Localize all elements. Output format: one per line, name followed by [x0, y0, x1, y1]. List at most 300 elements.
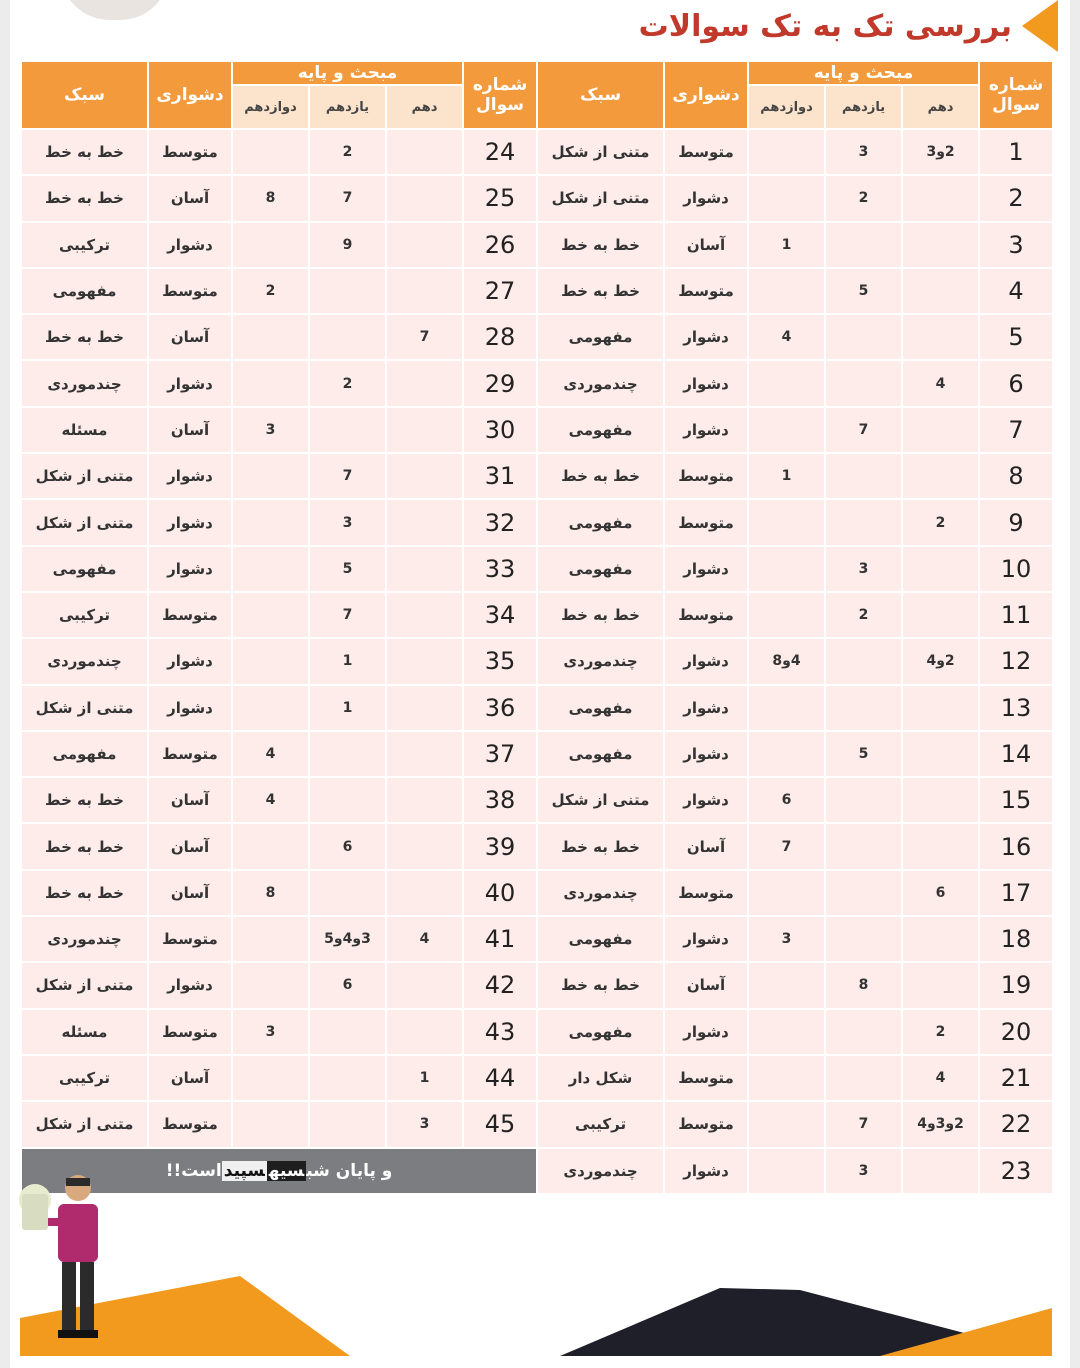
style-cell: مفهومی: [22, 732, 147, 776]
header-style: سبک: [538, 62, 663, 128]
difficulty-cell: متوسط: [149, 269, 231, 313]
question-number: 38: [464, 778, 536, 822]
grade10-cell: [903, 963, 978, 1007]
difficulty-cell: دشوار: [665, 361, 747, 405]
table-row: [22, 223, 1052, 267]
difficulty-cell: دشوار: [149, 547, 231, 591]
style-cell: چندموردی: [538, 871, 663, 915]
table-row: [22, 963, 1052, 1007]
grade12-cell: [233, 547, 308, 591]
grade12-cell: [233, 223, 308, 267]
grade12-cell: [749, 500, 824, 544]
grade11-cell: 1: [310, 639, 385, 683]
style-cell: متنی از شکل: [22, 454, 147, 498]
table-row: [22, 547, 1052, 591]
grade10-cell: 2: [903, 500, 978, 544]
questions-table: [20, 60, 1054, 1195]
table-row: [22, 917, 1052, 961]
header-grade10: دهم: [903, 86, 978, 128]
grade11-cell: 2: [310, 361, 385, 405]
grade12-cell: 6: [749, 778, 824, 822]
grade10-cell: 2و3: [903, 130, 978, 174]
grade12-cell: [233, 917, 308, 961]
table-row: [22, 871, 1052, 915]
grade10-cell: [387, 871, 462, 915]
grade10-cell: [903, 824, 978, 868]
question-number: 27: [464, 269, 536, 313]
question-number: 44: [464, 1056, 536, 1100]
grade11-cell: [310, 732, 385, 776]
question-number: 28: [464, 315, 536, 359]
grade12-cell: [749, 732, 824, 776]
header-topic-group: مبحث و پایه: [749, 62, 978, 84]
difficulty-cell: دشوار: [665, 778, 747, 822]
question-number: 35: [464, 639, 536, 683]
difficulty-cell: دشوار: [665, 408, 747, 452]
grade10-cell: [903, 917, 978, 961]
style-cell: مفهومی: [538, 408, 663, 452]
style-cell: خط به خط: [22, 824, 147, 868]
ending-black-word: سیه: [268, 1160, 305, 1181]
grade12-cell: [233, 130, 308, 174]
difficulty-cell: دشوار: [149, 639, 231, 683]
header-grade12: دوازدهم: [749, 86, 824, 128]
question-number: 26: [464, 223, 536, 267]
question-number: 23: [980, 1149, 1052, 1193]
style-cell: مسئله: [22, 408, 147, 452]
question-number: 37: [464, 732, 536, 776]
grade10-cell: [387, 963, 462, 1007]
grade12-cell: [749, 963, 824, 1007]
question-number: 22: [980, 1102, 1052, 1146]
style-cell: متنی از شکل: [22, 686, 147, 730]
grade12-cell: 4: [233, 732, 308, 776]
style-cell: مفهومی: [538, 547, 663, 591]
grade10-cell: [387, 500, 462, 544]
grade12-cell: [233, 639, 308, 683]
table-row: [22, 778, 1052, 822]
difficulty-cell: متوسط: [665, 500, 747, 544]
style-cell: خط به خط: [538, 824, 663, 868]
grade12-cell: 7: [749, 824, 824, 868]
difficulty-cell: متوسط: [149, 917, 231, 961]
question-number: 13: [980, 686, 1052, 730]
question-number: 25: [464, 176, 536, 220]
difficulty-cell: دشوار: [665, 639, 747, 683]
style-cell: متنی از شکل: [538, 176, 663, 220]
grade10-cell: [903, 1149, 978, 1193]
style-cell: مفهومی: [538, 917, 663, 961]
style-cell: خط به خط: [538, 963, 663, 1007]
style-cell: مفهومی: [538, 732, 663, 776]
table-row: [22, 639, 1052, 683]
grade11-cell: [310, 1102, 385, 1146]
grade10-cell: 4: [903, 361, 978, 405]
difficulty-cell: دشوار: [149, 500, 231, 544]
grade10-cell: [903, 686, 978, 730]
difficulty-cell: آسان: [149, 176, 231, 220]
ending-white-word: سپید: [223, 1160, 265, 1181]
table-row: [22, 269, 1052, 313]
style-cell: چندموردی: [538, 639, 663, 683]
grade12-cell: 1: [749, 454, 824, 498]
grade12-cell: [233, 500, 308, 544]
grade11-cell: [310, 315, 385, 359]
grade11-cell: 3و4و5: [310, 917, 385, 961]
question-number: 18: [980, 917, 1052, 961]
style-cell: خط به خط: [538, 454, 663, 498]
grade12-cell: [233, 1056, 308, 1100]
question-number: 12: [980, 639, 1052, 683]
grade11-cell: 2: [310, 130, 385, 174]
grade12-cell: [233, 315, 308, 359]
style-cell: خط به خط: [22, 315, 147, 359]
grade10-cell: 1: [387, 1056, 462, 1100]
grade11-cell: 3: [826, 1149, 901, 1193]
question-number: 6: [980, 361, 1052, 405]
grade11-cell: [826, 315, 901, 359]
question-number: 39: [464, 824, 536, 868]
grade11-cell: 2: [826, 176, 901, 220]
difficulty-cell: دشوار: [665, 1010, 747, 1054]
difficulty-cell: دشوار: [149, 686, 231, 730]
question-number: 14: [980, 732, 1052, 776]
difficulty-cell: دشوار: [665, 686, 747, 730]
grade11-cell: 7: [310, 593, 385, 637]
difficulty-cell: آسان: [149, 1056, 231, 1100]
grade10-cell: [387, 408, 462, 452]
grade11-cell: 3: [826, 130, 901, 174]
style-cell: خط به خط: [538, 269, 663, 313]
style-cell: چندموردی: [22, 361, 147, 405]
grade11-cell: [826, 917, 901, 961]
difficulty-cell: آسان: [149, 408, 231, 452]
difficulty-cell: متوسط: [665, 871, 747, 915]
grade11-cell: [826, 1010, 901, 1054]
grade11-cell: [826, 824, 901, 868]
difficulty-cell: متوسط: [149, 1102, 231, 1146]
grade12-cell: [749, 361, 824, 405]
grade10-cell: 3: [387, 1102, 462, 1146]
grade12-cell: 4و8: [749, 639, 824, 683]
grade12-cell: 4: [233, 778, 308, 822]
grade10-cell: [903, 223, 978, 267]
grade12-cell: [233, 593, 308, 637]
grade10-cell: 2و3و4: [903, 1102, 978, 1146]
grade11-cell: [310, 1010, 385, 1054]
question-number: 11: [980, 593, 1052, 637]
table-row: [22, 454, 1052, 498]
grade12-cell: [233, 963, 308, 1007]
grade10-cell: [387, 361, 462, 405]
grade10-cell: [387, 130, 462, 174]
style-cell: چندموردی: [22, 917, 147, 961]
grade10-cell: [903, 454, 978, 498]
grade12-cell: 8: [233, 871, 308, 915]
grade12-cell: [749, 547, 824, 591]
question-number: 2: [980, 176, 1052, 220]
grade11-cell: 7: [310, 454, 385, 498]
grade12-cell: [749, 1056, 824, 1100]
style-cell: چندموردی: [538, 1149, 663, 1193]
style-cell: چندموردی: [22, 639, 147, 683]
header-style: سبک: [22, 62, 147, 128]
grade11-cell: 6: [310, 963, 385, 1007]
grade11-cell: 7: [826, 408, 901, 452]
grade12-cell: [233, 454, 308, 498]
difficulty-cell: آسان: [149, 778, 231, 822]
table-row: [22, 1010, 1052, 1054]
difficulty-cell: آسان: [665, 223, 747, 267]
question-number: 41: [464, 917, 536, 961]
table-row: [22, 1102, 1052, 1146]
grade10-cell: [387, 686, 462, 730]
question-number: 24: [464, 130, 536, 174]
difficulty-cell: دشوار: [149, 963, 231, 1007]
header-grade11: یازدهم: [826, 86, 901, 128]
table-row: [22, 593, 1052, 637]
header-grade10: دهم: [387, 86, 462, 128]
style-cell: خط به خط: [22, 176, 147, 220]
grade11-cell: [310, 871, 385, 915]
difficulty-cell: آسان: [149, 824, 231, 868]
difficulty-cell: دشوار: [149, 454, 231, 498]
grade11-cell: 7: [826, 1102, 901, 1146]
difficulty-cell: آسان: [149, 871, 231, 915]
grade10-cell: [903, 269, 978, 313]
style-cell: چندموردی: [538, 361, 663, 405]
style-cell: خط به خط: [22, 130, 147, 174]
grade11-cell: [826, 871, 901, 915]
style-cell: مفهومی: [538, 315, 663, 359]
difficulty-cell: دشوار: [665, 732, 747, 776]
question-number: 1: [980, 130, 1052, 174]
ending-suffix: است!!: [165, 1160, 222, 1181]
difficulty-cell: دشوار: [149, 223, 231, 267]
grade12-cell: 4: [749, 315, 824, 359]
title-arrow-icon: [1022, 0, 1058, 52]
question-number: 16: [980, 824, 1052, 868]
grade12-cell: [233, 824, 308, 868]
grade12-cell: 2: [233, 269, 308, 313]
difficulty-cell: متوسط: [665, 130, 747, 174]
style-cell: مفهومی: [22, 547, 147, 591]
grade11-cell: [310, 1056, 385, 1100]
table-row: [22, 315, 1052, 359]
difficulty-cell: متوسط: [665, 454, 747, 498]
question-number: 17: [980, 871, 1052, 915]
grade10-cell: [387, 1010, 462, 1054]
grade12-cell: 1: [749, 223, 824, 267]
table-row: [22, 1056, 1052, 1100]
header-topic-group: مبحث و پایه: [233, 62, 462, 84]
grade11-cell: [826, 454, 901, 498]
difficulty-cell: متوسط: [665, 593, 747, 637]
difficulty-cell: متوسط: [149, 732, 231, 776]
grade11-cell: [310, 408, 385, 452]
right-frame: [1070, 0, 1080, 1368]
question-number: 40: [464, 871, 536, 915]
style-cell: ترکیبی: [22, 223, 147, 267]
grade10-cell: [387, 593, 462, 637]
grade10-cell: [903, 593, 978, 637]
table-row: [22, 500, 1052, 544]
question-number: 4: [980, 269, 1052, 313]
grade11-cell: [826, 361, 901, 405]
question-number: 10: [980, 547, 1052, 591]
question-number: 34: [464, 593, 536, 637]
grade10-cell: [387, 454, 462, 498]
grade11-cell: 8: [826, 963, 901, 1007]
style-cell: خط به خط: [22, 778, 147, 822]
question-number: 20: [980, 1010, 1052, 1054]
difficulty-cell: آسان: [665, 824, 747, 868]
style-cell: متنی از شکل: [22, 1102, 147, 1146]
difficulty-cell: دشوار: [665, 315, 747, 359]
mascot-illustration: [10, 1170, 110, 1350]
header-difficulty: دشواری: [149, 62, 231, 128]
style-cell: مسئله: [22, 1010, 147, 1054]
question-number: 8: [980, 454, 1052, 498]
grade10-cell: [903, 315, 978, 359]
grade12-cell: [233, 361, 308, 405]
grade10-cell: [387, 639, 462, 683]
table-row: [22, 408, 1052, 452]
question-number: 45: [464, 1102, 536, 1146]
bottom-decoration: [20, 1268, 1052, 1356]
difficulty-cell: متوسط: [149, 130, 231, 174]
question-number: 19: [980, 963, 1052, 1007]
difficulty-cell: متوسط: [149, 593, 231, 637]
difficulty-cell: دشوار: [665, 176, 747, 220]
difficulty-cell: متوسط: [149, 1010, 231, 1054]
grade12-cell: 3: [233, 1010, 308, 1054]
difficulty-cell: دشوار: [149, 361, 231, 405]
grade12-cell: 8: [233, 176, 308, 220]
style-cell: مفهومی: [538, 1010, 663, 1054]
grade11-cell: 6: [310, 824, 385, 868]
grade11-cell: [826, 778, 901, 822]
grade11-cell: [310, 269, 385, 313]
page-title: بررسی تک به تک سوالات: [638, 8, 1012, 44]
grade12-cell: [749, 130, 824, 174]
grade10-cell: [387, 223, 462, 267]
grade11-cell: 5: [310, 547, 385, 591]
grade11-cell: 1: [310, 686, 385, 730]
question-number: 15: [980, 778, 1052, 822]
grade11-cell: [826, 639, 901, 683]
grade10-cell: [387, 176, 462, 220]
grade12-cell: [233, 686, 308, 730]
grade12-cell: [233, 1102, 308, 1146]
table-row: [22, 824, 1052, 868]
style-cell: متنی از شکل: [538, 778, 663, 822]
table-row: [22, 686, 1052, 730]
difficulty-cell: دشوار: [665, 917, 747, 961]
grade10-cell: 4: [903, 1056, 978, 1100]
table-row: [22, 732, 1052, 776]
grade10-cell: 2: [903, 1010, 978, 1054]
grade12-cell: [749, 871, 824, 915]
header-number: شماره سوال: [464, 62, 536, 128]
ending-prefix: و پایان شب: [306, 1160, 393, 1181]
grade11-cell: [826, 1056, 901, 1100]
style-cell: شکل دار: [538, 1056, 663, 1100]
grade12-cell: [749, 686, 824, 730]
question-number: 42: [464, 963, 536, 1007]
question-number: 5: [980, 315, 1052, 359]
question-number: 29: [464, 361, 536, 405]
style-cell: ترکیبی: [538, 1102, 663, 1146]
grade11-cell: 5: [826, 732, 901, 776]
style-cell: مفهومی: [538, 686, 663, 730]
style-cell: مفهومی: [538, 500, 663, 544]
grade10-cell: 7: [387, 315, 462, 359]
grade11-cell: 7: [310, 176, 385, 220]
table-row: [22, 176, 1052, 220]
difficulty-cell: دشوار: [665, 547, 747, 591]
grade12-cell: [749, 176, 824, 220]
grade12-cell: [749, 593, 824, 637]
grade10-cell: [903, 408, 978, 452]
style-cell: متنی از شکل: [22, 500, 147, 544]
grade10-cell: [903, 778, 978, 822]
grade11-cell: 3: [826, 547, 901, 591]
grade10-cell: [387, 547, 462, 591]
grade10-cell: [387, 824, 462, 868]
difficulty-cell: دشوار: [665, 1149, 747, 1193]
question-number: 7: [980, 408, 1052, 452]
difficulty-cell: آسان: [665, 963, 747, 1007]
question-number: 36: [464, 686, 536, 730]
grade10-cell: [903, 732, 978, 776]
grade11-cell: 9: [310, 223, 385, 267]
grade11-cell: [310, 778, 385, 822]
grade12-cell: [749, 1102, 824, 1146]
grade12-cell: [749, 1149, 824, 1193]
grade12-cell: [749, 1010, 824, 1054]
grade12-cell: 3: [749, 917, 824, 961]
grade11-cell: 5: [826, 269, 901, 313]
difficulty-cell: متوسط: [665, 269, 747, 313]
grade10-cell: [903, 176, 978, 220]
header-grade11: یازدهم: [310, 86, 385, 128]
page-header: [639, 0, 1058, 52]
grade10-cell: 6: [903, 871, 978, 915]
grade12-cell: [749, 269, 824, 313]
style-cell: مفهومی: [22, 269, 147, 313]
top-decoration: [60, 0, 170, 20]
table-body: [22, 130, 1052, 1193]
question-number: 32: [464, 500, 536, 544]
grade10-cell: [387, 778, 462, 822]
question-number: 21: [980, 1056, 1052, 1100]
grade10-cell: 2و4: [903, 639, 978, 683]
style-cell: ترکیبی: [22, 1056, 147, 1100]
left-frame: [0, 0, 10, 1368]
header-number: شماره سوال: [980, 62, 1052, 128]
header-grade12: دوازدهم: [233, 86, 308, 128]
question-number: 33: [464, 547, 536, 591]
style-cell: متنی از شکل: [538, 130, 663, 174]
table-row: [22, 130, 1052, 174]
grade12-cell: [749, 408, 824, 452]
grade11-cell: [826, 223, 901, 267]
question-number: 9: [980, 500, 1052, 544]
style-cell: متنی از شکل: [22, 963, 147, 1007]
table-row: [22, 361, 1052, 405]
question-number: 31: [464, 454, 536, 498]
